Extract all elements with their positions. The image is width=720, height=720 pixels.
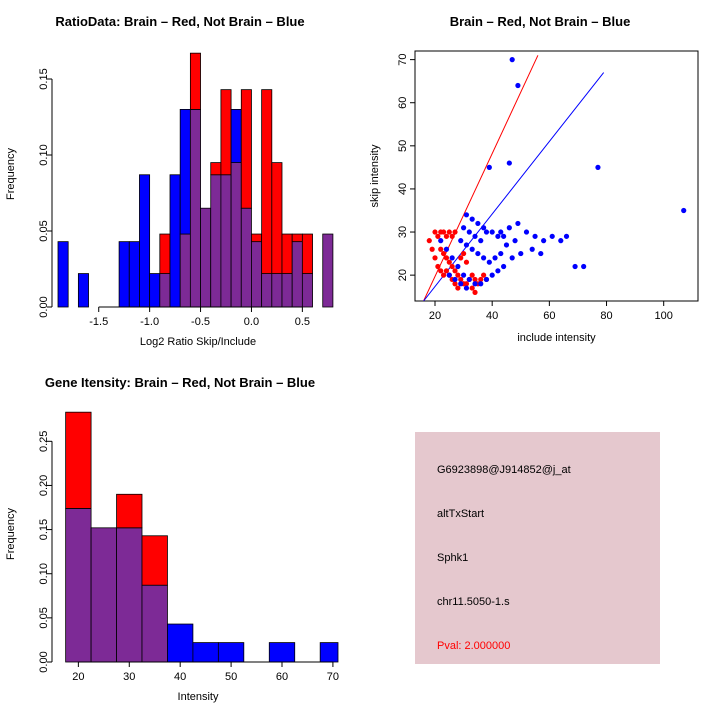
hist-bar (142, 536, 167, 585)
x-axis-label: Log2 Ratio Skip/Include (139, 336, 257, 348)
y-tick-label: 0.10 (38, 563, 50, 585)
hist-bar (231, 109, 241, 162)
scatter-point (447, 273, 452, 278)
scatter-point (444, 234, 449, 239)
svg-gene-bars (66, 412, 338, 662)
scatter-point (510, 57, 515, 62)
scatter-point (464, 285, 469, 290)
y-axis-label: Frequency (5, 508, 17, 560)
scatter-point (435, 234, 440, 239)
hist-bar (211, 163, 221, 175)
hist-bar (302, 234, 312, 274)
y-tick-label: 20 (397, 269, 409, 282)
ratio-histogram-plot (0, 29, 360, 369)
y-tick-label: 0.05 (38, 220, 50, 242)
y-tick-label: 0.05 (38, 607, 50, 629)
x-tick-label: 40 (174, 671, 187, 683)
scatter-point (447, 260, 452, 265)
scatter-point (490, 229, 495, 234)
scatter-point (438, 268, 443, 273)
scatter-point (475, 251, 480, 256)
scatter-point (512, 238, 517, 243)
hist-bar (190, 53, 200, 109)
scatter-point (481, 225, 486, 230)
y-tick-label: 30 (397, 225, 409, 239)
scatter-point (464, 260, 469, 265)
hist-bar-overlap (302, 274, 312, 307)
y-axis-label: Frequency (5, 148, 17, 200)
scatter-point (464, 242, 469, 247)
scatter-point (484, 229, 489, 234)
y-tick-label: 70 (397, 53, 409, 66)
hist-bar (167, 624, 192, 662)
scatter-point (564, 234, 569, 239)
scatter-point (450, 255, 455, 260)
scatter-point (444, 268, 449, 273)
scatter-point (541, 238, 546, 243)
scatter-point (492, 255, 497, 260)
info-pval: Pval: 2.000000 (437, 640, 511, 652)
scatter-point (532, 234, 537, 239)
scatter-point (481, 273, 486, 278)
hist-bar-overlap (272, 274, 282, 307)
scatter-point (450, 234, 455, 239)
x-tick-label: -0.5 (191, 316, 211, 328)
info-box (415, 432, 660, 664)
scatter-point (478, 238, 483, 243)
panel-ratio-title: RatioData: Brain – Red, Not Brain – Blue (55, 14, 305, 29)
scatter-point (444, 255, 449, 260)
scatter-point (530, 247, 535, 252)
hist-bar (150, 274, 160, 307)
info-line-2: Sphk1 (437, 552, 469, 564)
scatter-point (458, 281, 463, 286)
scatter-point (458, 238, 463, 243)
x-tick-label: 80 (600, 310, 613, 322)
hist-bar-overlap (241, 208, 251, 307)
x-axis-label: Intensity (177, 691, 219, 703)
info-line-1: altTxStart (437, 508, 485, 520)
panel-gene-title: Gene Itensity: Brain – Red, Not Brain – Blue (44, 375, 316, 390)
hist-bar (170, 175, 180, 307)
hist-bar (129, 242, 139, 307)
x-tick-label: -1.5 (89, 316, 109, 328)
x-tick-label: 50 (224, 671, 238, 683)
x-tick-label: 70 (326, 671, 340, 683)
hist-bar (320, 643, 338, 662)
hist-bar (139, 175, 149, 307)
scatter-plot (360, 29, 720, 369)
y-tick-label: 40 (397, 182, 409, 196)
scatter-point (458, 255, 463, 260)
svg-ratio-bars (58, 53, 333, 307)
scatter-point (472, 290, 477, 295)
x-tick-label: 20 (72, 671, 85, 683)
y-axis-label: skip intensity (369, 144, 381, 208)
scatter-point (467, 277, 472, 282)
hist-bar (119, 242, 129, 307)
plot-frame (415, 51, 698, 301)
scatter-point (498, 229, 503, 234)
scatter-point (441, 273, 446, 278)
info-line-0: G6923898@J914852@j_at (437, 464, 571, 476)
scatter-point (455, 273, 460, 278)
scatter-point (427, 238, 432, 243)
hist-bar-overlap (211, 175, 221, 307)
scatter-point (507, 160, 512, 165)
hist-bar (78, 274, 88, 307)
hist-bar (66, 412, 91, 508)
y-tick-label: 0.20 (38, 474, 50, 497)
scatter-point (481, 255, 486, 260)
scatter-point (470, 247, 475, 252)
scatter-point (487, 165, 492, 170)
scatter-point (430, 247, 435, 252)
hist-bar-overlap (201, 208, 211, 307)
scatter-point (504, 242, 509, 247)
y-tick-label: 0.25 (38, 430, 50, 453)
info-line-3: chr11.5050-1.s (437, 596, 510, 608)
scatter-point (550, 234, 555, 239)
hist-bar-overlap (251, 242, 261, 307)
scatter-point (518, 251, 523, 256)
scatter-point (495, 234, 500, 239)
scatter-point (461, 273, 466, 278)
hist-bar-overlap (66, 508, 91, 662)
scatter-point (470, 273, 475, 278)
hist-bar (282, 234, 292, 274)
hist-bar (241, 90, 251, 209)
panel-gene-histogram (0, 375, 360, 720)
hist-bar-overlap (142, 585, 167, 662)
x-tick-label: 40 (486, 310, 499, 322)
hist-bar (251, 234, 261, 242)
scatter-point (444, 247, 449, 252)
scatter-point (438, 247, 443, 252)
scatter-point (455, 285, 460, 290)
scatter-point (450, 264, 455, 269)
hist-bar (262, 90, 272, 274)
y-tick-label: 50 (397, 139, 409, 152)
hist-bar (117, 494, 142, 528)
scatter-point (515, 221, 520, 226)
scatter-point (478, 281, 483, 286)
scatter-point (441, 251, 446, 256)
hist-bar (218, 643, 243, 662)
hist-bar (272, 163, 282, 274)
scatter-point (452, 229, 457, 234)
x-tick-label: 0.5 (294, 316, 311, 328)
panel-scatter-title: Brain – Red, Not Brain – Blue (449, 14, 631, 29)
panel-ratio-histogram (0, 14, 360, 369)
scatter-point (435, 264, 440, 269)
scatter-point (461, 225, 466, 230)
y-tick-label: 0.15 (38, 518, 50, 541)
scatter-point (495, 268, 500, 273)
scatter-point (524, 229, 529, 234)
y-tick-label: 0.15 (38, 68, 50, 90)
y-tick-label: 0.00 (38, 296, 50, 318)
x-tick-label: 30 (123, 671, 136, 683)
hist-bar-overlap (180, 234, 190, 307)
scatter-point (472, 234, 477, 239)
scatter-point (461, 251, 466, 256)
scatter-point (467, 229, 472, 234)
x-tick-label: 0.0 (243, 316, 260, 328)
scatter-point (510, 255, 515, 260)
hist-bar-overlap (91, 528, 116, 662)
scatter-point (447, 229, 452, 234)
hist-bar (58, 242, 68, 307)
panel-scatter (360, 14, 720, 369)
scatter-point (452, 277, 457, 282)
y-tick-label: 0.00 (38, 651, 50, 673)
scatter-point (507, 225, 512, 230)
scatter-point (432, 255, 437, 260)
y-tick-label: 60 (397, 96, 409, 109)
hist-bar (180, 109, 190, 234)
hist-bar (292, 234, 302, 242)
scatter-point (484, 277, 489, 282)
scatter-point (572, 264, 577, 269)
hist-bar-overlap (282, 274, 292, 307)
scatter-point (595, 165, 600, 170)
hist-bar-overlap (160, 274, 170, 307)
scatter-point (475, 221, 480, 226)
x-tick-label: 20 (428, 310, 442, 322)
hist-bar (269, 643, 294, 662)
x-tick-label: -1.0 (140, 316, 160, 328)
hist-bar-overlap (262, 274, 272, 307)
scatter-point (464, 212, 469, 217)
x-tick-label: 100 (654, 310, 673, 322)
y-tick-label: 0.10 (38, 144, 50, 166)
scatter-point (501, 234, 506, 239)
gene-histogram-plot (0, 390, 360, 720)
hist-bar-overlap (292, 242, 302, 307)
scatter-point (487, 260, 492, 265)
scatter-point (432, 229, 437, 234)
x-tick-label: 60 (543, 310, 556, 322)
scatter-point (455, 264, 460, 269)
scatter-point (452, 268, 457, 273)
hist-bar-overlap (117, 528, 142, 662)
scatter-point (501, 264, 506, 269)
scatter-point (472, 281, 477, 286)
scatter-point (438, 238, 443, 243)
hist-bar-overlap (231, 163, 241, 307)
scatter-point (558, 238, 563, 243)
scatter-point (490, 273, 495, 278)
x-axis-label: include intensity (517, 332, 596, 344)
scatter-point (538, 251, 543, 256)
scatter-point (470, 217, 475, 222)
scatter-point (498, 251, 503, 256)
scatter-point (581, 264, 586, 269)
scatter-point (681, 208, 686, 213)
scatter-point (470, 285, 475, 290)
scatter-point (441, 229, 446, 234)
hist-bar-overlap (323, 234, 333, 307)
hist-bar (193, 643, 218, 662)
hist-bar-overlap (190, 109, 200, 307)
hist-bar (221, 90, 231, 175)
svg-scatter-data (424, 55, 687, 301)
scatter-point (515, 83, 520, 88)
hist-bar-overlap (221, 175, 231, 307)
hist-bar (160, 234, 170, 274)
x-tick-label: 60 (275, 671, 289, 683)
